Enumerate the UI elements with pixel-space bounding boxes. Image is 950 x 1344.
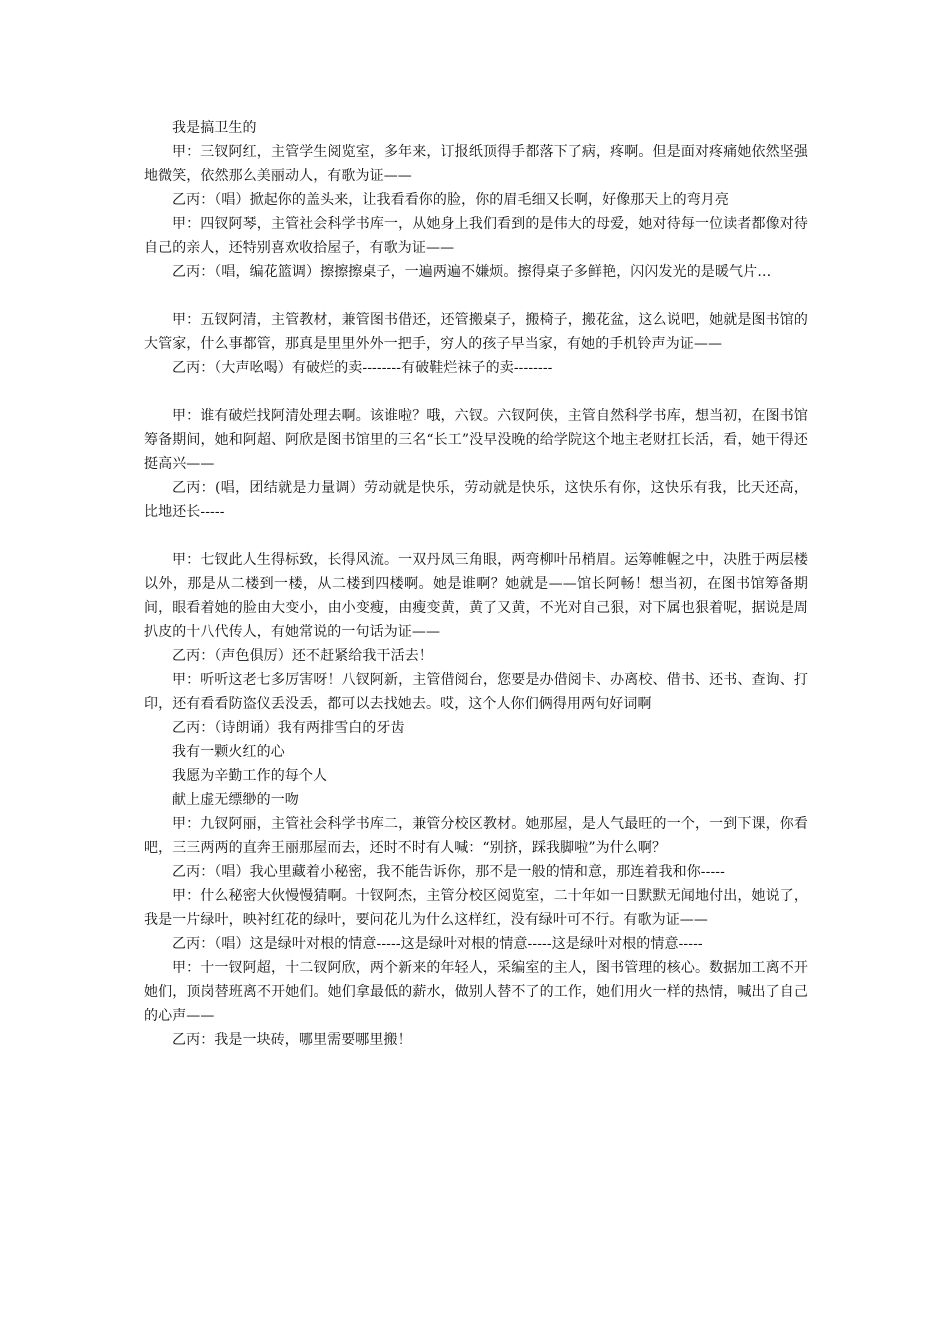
paragraph: 献上虚无缥缈的一吻 xyxy=(172,792,299,808)
paragraph: 乙丙：（唱，编花篮调）擦擦擦桌子，一遍两遍不嫌烦。擦得桌子多鲜艳，闪闪发光的是暖气片… xyxy=(172,264,772,280)
blank-line xyxy=(144,380,808,404)
paragraph: 甲：九钗阿丽，主管社会科学书库二，兼管分校区教材。她那屋，是人气最旺的一个，一到下课，你看吧，三三两两的直奔王丽那屋而去，还时不时有人喊：“别挤，踩我脚啦”为什么啊？ xyxy=(144,816,808,856)
paragraph: 甲：谁有破烂找阿清处理去啊。该谁啦？哦，六钗。六钗阿侠，主管自然科学书库，想当初，在图书馆筹备期间，她和阿超、阿欣是图书馆里的三名“长工”没早没晚的给学院这个地主老财扛长活，看，她干得还挺高兴—— xyxy=(144,408,808,472)
paragraph: 乙丙：（诗朗诵）我有两排雪白的牙齿 xyxy=(172,720,405,736)
document-body xyxy=(144,116,808,1052)
paragraph: 甲：七钗此人生得标致，长得风流。一双丹凤三角眼，两弯柳叶吊梢眉。运筹帷幄之中，决胜于两层楼以外，那是从二楼到一楼，从二楼到四楼啊。她是谁啊？她就是——馆长阿畅！想当初，在图书馆筹备期间，眼看着她的脸由大变小，由小变瘦，由瘦变黄，黄了又黄，不光对自己狠，对下属也狠着呢，据说是周扒皮的十八代传人，有她常说的一句话为证—— xyxy=(144,552,808,640)
paragraph: 甲：什么秘密大伙慢慢猜啊。十钗阿杰，主管分校区阅览室，二十年如一日默默无闻地付出，她说了，我是一片绿叶，映衬红花的绿叶，要问花儿为什么这样红，没有绿叶可不行。有歌为证—— xyxy=(144,888,808,928)
paragraph: 乙丙：（唱）掀起你的盖头来，让我看看你的脸，你的眉毛细又长啊，好像那天上的弯月亮 xyxy=(172,192,729,208)
paragraph: 我有一颗火红的心 xyxy=(172,744,285,760)
paragraph: 我是搞卫生的 xyxy=(172,120,257,136)
paragraph: 乙丙：（大声吆喝）有破烂的卖--------有破鞋烂袜子的卖-------- xyxy=(172,360,553,376)
paragraph: 甲：三钗阿红，主管学生阅览室，多年来，订报纸顶得手都落下了病，疼啊。但是面对疼痛她依然坚强地微笑，依然那么美丽动人，有歌为证—— xyxy=(144,144,808,184)
paragraph: 甲：五钗阿清，主管教材，兼管图书借还，还管搬桌子，搬椅子，搬花盆，这么说吧，她就是图书馆的大管家，什么事都管，那真是里里外外一把手，穷人的孩子早当家，有她的手机铃声为证—— xyxy=(144,312,808,352)
paragraph: 我愿为辛勤工作的每个人 xyxy=(172,768,328,784)
paragraph: 乙丙：我是一块砖，哪里需要哪里搬！ xyxy=(172,1032,412,1048)
paragraph: 甲：十一钗阿超，十二钗阿欣，两个新来的年轻人，采编室的主人，图书管理的核心。数据加工离不开她们，顶岗替班离不开她们。她们拿最低的薪水，做别人替不了的工作，她们用火一样的热情，喊出了自己的心声—— xyxy=(144,960,808,1024)
paragraph: 甲：听听这老七多厉害呀！八钗阿新，主管借阅台，您要是办借阅卡、办离校、借书、还书、查询、打印，还有看看防盗仪丢没丢，都可以去找她去。哎，这个人你们俩得用两句好词啊 xyxy=(144,672,808,712)
paragraph: 乙丙：（唱）我心里藏着小秘密，我不能告诉你，那不是一般的情和意，那连着我和你----- xyxy=(172,864,725,880)
blank-line xyxy=(144,524,808,548)
paragraph: 乙丙：（声色俱厉）还不赶紧给我干活去！ xyxy=(172,648,433,664)
blank-line xyxy=(144,284,808,308)
paragraph: 乙丙：（唱）这是绿叶对根的情意-----这是绿叶对根的情意-----这是绿叶对根的情意----- xyxy=(172,936,703,952)
paragraph: 甲：四钗阿琴，主管社会科学书库一，从她身上我们看到的是伟大的母爱，她对待每一位读者都像对待自己的亲人，还特别喜欢收拾屋子，有歌为证—— xyxy=(144,216,808,256)
paragraph: 乙丙：(唱，团结就是力量调）劳动就是快乐，劳动就是快乐，这快乐有你，这快乐有我，比天还高，比地还长----- xyxy=(144,480,808,520)
